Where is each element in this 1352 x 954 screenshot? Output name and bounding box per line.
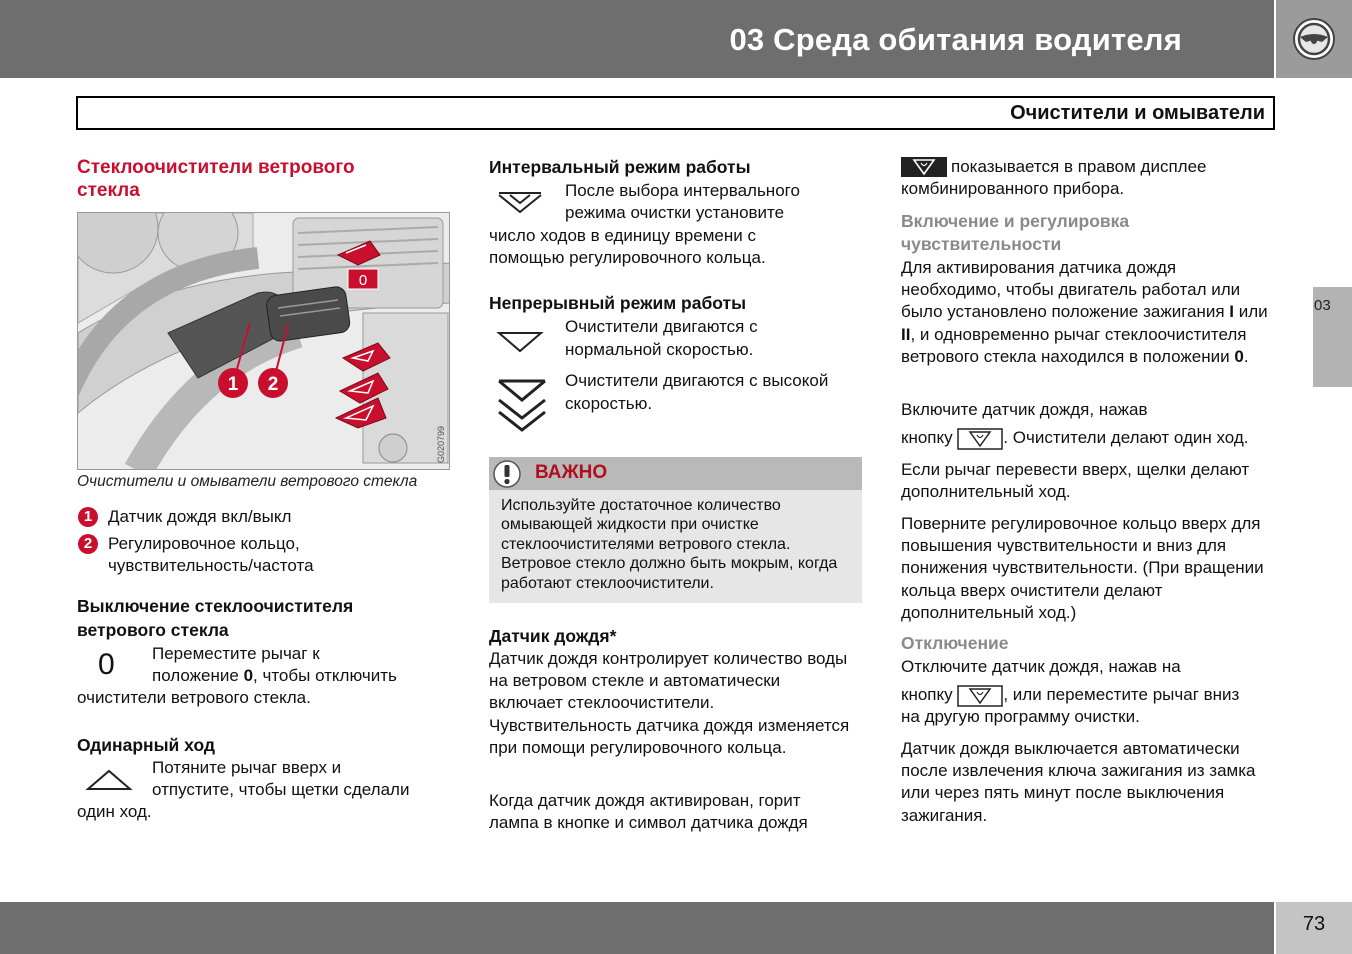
single-stroke-text-line3: один ход. bbox=[77, 802, 152, 821]
section-title: Очистители и омыватели bbox=[1010, 102, 1265, 124]
chapter-icon-box bbox=[1276, 0, 1352, 78]
normal-speed-icon bbox=[496, 330, 544, 354]
high-speed-text-line1: Очистители двигаются с высокой bbox=[565, 371, 829, 390]
enable-paragraph-4: Поверните регулировочное кольцо вверх для повышения чувствительности и вниз для понижения чувствительности. (При вращении кольца вверх очистители делают дополнительный ход.) bbox=[901, 514, 1264, 622]
disable-paragraph-1-line3: на другую программу очистки. bbox=[901, 707, 1140, 726]
enable-paragraph-2-line1: Включите датчик дождя, нажав bbox=[901, 400, 1148, 419]
enable-p2-button-word: кнопку bbox=[901, 428, 953, 447]
legend-marker-2: 2 bbox=[78, 534, 98, 554]
wiper-off-text-c: , чтобы отключить bbox=[253, 666, 397, 685]
enable-sensitivity-heading: Включение и регулировка чувствительности bbox=[901, 211, 1130, 254]
page-number-box bbox=[1276, 902, 1352, 954]
rain-sensor-heading: Датчик дождя* bbox=[489, 626, 617, 646]
rain-sensor-paragraph-2: Когда датчик дождя активирован, горит лампа в кнопке и символ датчика дождя bbox=[489, 791, 808, 833]
continuous-mode-heading: Непрерывный режим работы bbox=[489, 293, 747, 313]
display-symbol-text: показывается в правом дисплее комбинированного прибора. bbox=[901, 157, 1207, 199]
important-header bbox=[489, 457, 862, 490]
wiper-stalk-illustration bbox=[78, 213, 450, 470]
page-number: 73 bbox=[1302, 913, 1326, 935]
wiper-stalk-figure bbox=[77, 212, 450, 470]
wiper-off-text-line1: Переместите рычаг к bbox=[152, 644, 320, 663]
rain-sensor-button-icon-2 bbox=[957, 685, 1003, 707]
interval-text-line3: число ходов в единицу времени с bbox=[489, 226, 756, 245]
interval-mode-icon bbox=[496, 190, 544, 216]
disable-p1-button-word: кнопку bbox=[901, 685, 953, 704]
single-stroke-text-line1: Потяните рычаг вверх и bbox=[152, 758, 342, 777]
chapter-side-tab bbox=[1313, 287, 1352, 387]
wiper-off-heading: Выключение стеклоочистителя ветрового стекла bbox=[77, 596, 354, 640]
callout-0: 0 bbox=[358, 272, 368, 289]
figure-code: G020799 bbox=[436, 425, 446, 463]
position-zero-symbol: 0 bbox=[98, 648, 115, 681]
enable-p1-position-0: 0 bbox=[1234, 346, 1244, 366]
interval-text-line1: После выбора интервального bbox=[565, 181, 800, 200]
enable-p1-e: . bbox=[1243, 346, 1249, 366]
interval-text-line4: помощью регулировочного кольца. bbox=[489, 248, 766, 267]
disable-paragraph-2: Датчик дождя выключается автоматически после извлечения ключа зажигания из замка или через пять минут после выключения зажигания. bbox=[901, 739, 1256, 825]
normal-speed-text-line2: нормальной скоростью. bbox=[565, 340, 754, 359]
wiper-off-text-line2 bbox=[152, 665, 397, 687]
interval-mode-heading: Интервальный режим работы bbox=[489, 157, 751, 177]
rain-sensor-button-icon bbox=[957, 428, 1003, 450]
enable-p1-c: или bbox=[1234, 302, 1268, 322]
callout-1: 1 bbox=[227, 374, 239, 395]
enable-p1-ignition-i: I bbox=[1229, 302, 1235, 322]
interval-text-line2: режима очистки установите bbox=[565, 203, 785, 222]
enable-paragraph-1 bbox=[901, 257, 1271, 368]
enable-paragraph-3: Если рычаг перевести вверх, щелки делают дополнительный ход. bbox=[901, 460, 1250, 502]
steering-wheel-icon bbox=[1292, 17, 1336, 61]
windshield-wipers-heading: Стеклоочистители ветрового стекла bbox=[77, 157, 355, 201]
single-stroke-icon bbox=[85, 768, 133, 792]
legend-item-2: Регулировочное кольцо, чувствительность/частота bbox=[108, 534, 314, 576]
disable-p1-rest: , или переместите рычаг вниз bbox=[1003, 685, 1240, 704]
enable-p1-ignition-ii: II bbox=[901, 324, 911, 344]
header-bar bbox=[0, 0, 1274, 78]
single-stroke-heading: Одинарный ход bbox=[77, 735, 216, 755]
footer-bar bbox=[0, 902, 1274, 954]
callout-2: 2 bbox=[267, 374, 279, 395]
disable-paragraph-1-line2 bbox=[901, 684, 1239, 707]
enable-paragraph-2-line2 bbox=[901, 427, 1249, 450]
high-speed-icon bbox=[496, 378, 548, 432]
important-title: ВАЖНО bbox=[535, 462, 608, 483]
enable-p1-a: Для активирования датчика дождя необходимо, чтобы двигатель работал или было установлено положение зажигания bbox=[901, 258, 1241, 322]
disable-paragraph-1-line1: Отключите датчик дождя, нажав на bbox=[901, 657, 1181, 676]
warning-exclamation-icon bbox=[493, 460, 521, 488]
legend-item-1: Датчик дождя вкл/выкл bbox=[108, 507, 292, 526]
disable-heading: Отключение bbox=[901, 633, 1009, 653]
normal-speed-text-line1: Очистители двигаются с bbox=[565, 317, 758, 336]
high-speed-text-line2: скоростью. bbox=[565, 394, 653, 413]
wiper-off-bold: 0 bbox=[243, 666, 254, 685]
section-title-box bbox=[76, 96, 1275, 130]
single-stroke-text-line2: отпустите, чтобы щетки сделали bbox=[152, 780, 410, 799]
important-text: Используйте достаточное количество омывающей жидкости при очистке стеклоочистителями ветрового стекла. Ветровое стекло должно быть мокрым, когда работают стеклоочистители. bbox=[489, 490, 862, 603]
wiper-off-text-line3: очистители ветрового стекла. bbox=[77, 688, 311, 707]
side-tab-label: 03 bbox=[1314, 297, 1331, 314]
legend-marker-1: 1 bbox=[78, 507, 98, 527]
chapter-title: 03 Среда обитания водителя bbox=[729, 22, 1182, 57]
figure-caption: Очистители и омыватели ветрового стекла bbox=[77, 473, 418, 490]
rain-sensor-paragraph-1: Датчик дождя контролирует количество воды на ветровом стекле и автоматически включает стеклоочистители. Чувствительность датчика дождя изменяется при помощи регулировочного кольца. bbox=[489, 649, 850, 757]
enable-p1-d: , и одновременно рычаг стеклоочистителя ветрового стекла находился в положении bbox=[901, 324, 1247, 366]
enable-p2-rest: . Очистители делают один ход. bbox=[1003, 428, 1249, 447]
wiper-off-text-a: положение bbox=[152, 666, 244, 685]
